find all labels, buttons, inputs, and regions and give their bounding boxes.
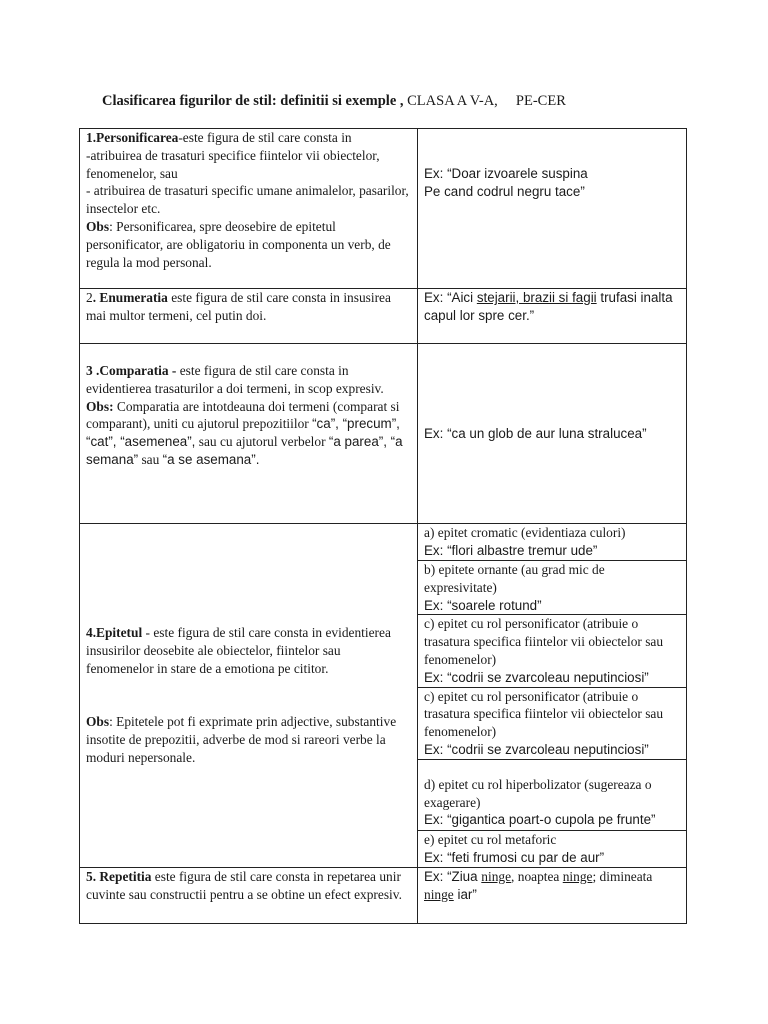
definition-text: este figura de stil care consta in evidentierea trasaturilor a doi termeni, in scop expresiv. <box>86 363 384 396</box>
obs-text: : Epitetele pot fi exprimate prin adjective, substantive insotite de prepozitii, adverbe de mod si rareori verbe la moduri nepersonale. <box>86 714 397 765</box>
term-number: 2 <box>86 290 93 305</box>
example-text: Ex: “Doar izvoarele suspina Pe cand codrul negru tace” <box>424 166 588 199</box>
obs-label: Obs <box>86 714 110 730</box>
epitet-type <box>418 759 686 830</box>
term-epitetul: 4.Epitetul <box>86 624 143 640</box>
obs-text: Comparatia are intotdeauna doi termeni (comparat si comparant), uniti cu ajutorul prepozitiilor <box>86 398 400 432</box>
term-enumeratia: . Enumeratia <box>92 290 168 305</box>
epitet-example: Ex: “codrii se zvarcoleau neputinciosi” <box>424 669 649 685</box>
figures-table <box>79 128 687 924</box>
example-cell <box>418 289 687 344</box>
row-personificarea <box>80 129 687 289</box>
definition-cell <box>80 344 418 524</box>
epitet-desc: b) epitete ornante (au grad mic de expresivitate) <box>424 562 605 595</box>
title-bold: Clasificarea figurilor de stil: definitii si exemple , <box>102 93 404 109</box>
example-text <box>424 868 680 904</box>
underlined-words: stejarii, brazii si fagii <box>476 290 597 305</box>
example-part: trufasi inalta capul lor spre cer.” <box>424 290 673 323</box>
obs-text: : Personificarea, spre deosebire de epitetul personificator, are obligatoriu in componenta un verb, de regula la mod personal. <box>86 218 391 270</box>
obs-words: “ca”, “precum”, “cat”, “asemenea”, <box>86 416 400 450</box>
example-text: Ex: “ca un glob de aur luna stralucea” <box>424 425 647 441</box>
example-cell <box>418 344 687 524</box>
epitet-example: Ex: “flori albastre tremur ude” <box>424 542 598 558</box>
epitet-type <box>418 687 686 759</box>
obs-text: sau <box>138 451 163 467</box>
term-personificarea: 1.Personificarea <box>86 130 179 145</box>
example-part: Ex: “Aici <box>424 290 477 305</box>
definition-text: -atribuirea de trasaturi specifice fiintelor vii obiectelor, fenomenelor, sau <box>86 147 380 181</box>
epitet-types-cell <box>418 524 687 868</box>
underlined-word: ninge <box>424 886 454 902</box>
term-comparatia: 3 .Comparatia - <box>86 363 177 378</box>
obs-label: Obs <box>86 218 110 234</box>
obs-text: sau cu ajutorul verbelor <box>195 434 329 450</box>
underlined-word: ninge <box>562 868 593 884</box>
epitet-desc: e) epitet cu rol metaforic <box>424 831 557 847</box>
epitet-type <box>418 524 686 561</box>
document-title <box>102 93 566 110</box>
definition-text: - este figura de stil care consta in evidentierea insusirilor deosebite ale obiectelor, fiintelor sau fenomenelor in stare de a emotiona pe cititor. <box>86 624 391 676</box>
definition-cell <box>80 867 418 923</box>
example-cell <box>418 867 687 923</box>
obs-words: “a parea”, “a semana” <box>86 434 403 467</box>
epitet-type <box>418 830 686 867</box>
definition-cell <box>80 289 418 344</box>
definition-text: -este figura de stil care consta in <box>178 130 352 145</box>
epitet-desc: a) epitet cromatic (evidentiaza culori) <box>424 525 626 540</box>
epitet-type <box>418 561 686 615</box>
example-text <box>424 289 680 325</box>
epitet-desc: c) epitet cu rol personificator (atribuie o trasatura specifica fiintelor vii obiectelor sau fenomenelor) <box>424 688 664 740</box>
definition-cell <box>80 129 418 289</box>
obs-label: Obs: <box>86 398 114 414</box>
epitet-desc: d) epitet cu rol hiperbolizator (sugereaza o exagerare) <box>424 776 652 810</box>
example-part: iar” <box>453 886 477 902</box>
epitet-example: Ex: “feti frumosi cu par de aur” <box>424 849 605 865</box>
example-cell <box>418 129 687 289</box>
spacer <box>86 677 411 713</box>
definition-cell <box>80 524 418 868</box>
row-comparatia <box>80 344 687 524</box>
definition-text: - atribuirea de trasaturi specific umane animalelor, pasarilor, insectelor etc. <box>86 183 409 217</box>
underlined-word: ninge <box>481 868 512 884</box>
epitet-example: Ex: “soarele rotund” <box>424 597 542 613</box>
definition-text: este figura de stil care consta in insusirea mai multor termeni, cel putin doi. <box>86 290 391 323</box>
epitet-example: Ex: “gigantica poart-o cupola pe frunte” <box>424 812 656 828</box>
epitet-types-list <box>418 524 686 867</box>
row-repetitia <box>80 867 687 923</box>
epitet-desc: c) epitet cu rol personificator (atribuie o trasatura specifica fiintelor vii obiectelor sau fenomenelor) <box>424 616 664 667</box>
example-part: Ex: “Ziua <box>424 868 482 884</box>
definition-text: este figura de stil care consta in repetarea unir cuvinte sau constructii pentru a se obtine un efect expresiv. <box>86 868 402 902</box>
row-epitetul <box>80 524 687 868</box>
term-repetitia: 5. Repetitia <box>86 868 152 884</box>
epitet-example: Ex: “codrii se zvarcoleau neputinciosi” <box>424 741 649 757</box>
obs-words: “a se asemana”. <box>162 451 260 467</box>
row-enumeratia <box>80 289 687 344</box>
epitet-type <box>418 615 686 687</box>
example-part: ; dimineata <box>592 868 653 884</box>
title-class: CLASA A V-A, PE-CER <box>403 93 566 109</box>
example-part: , noaptea <box>511 868 563 884</box>
